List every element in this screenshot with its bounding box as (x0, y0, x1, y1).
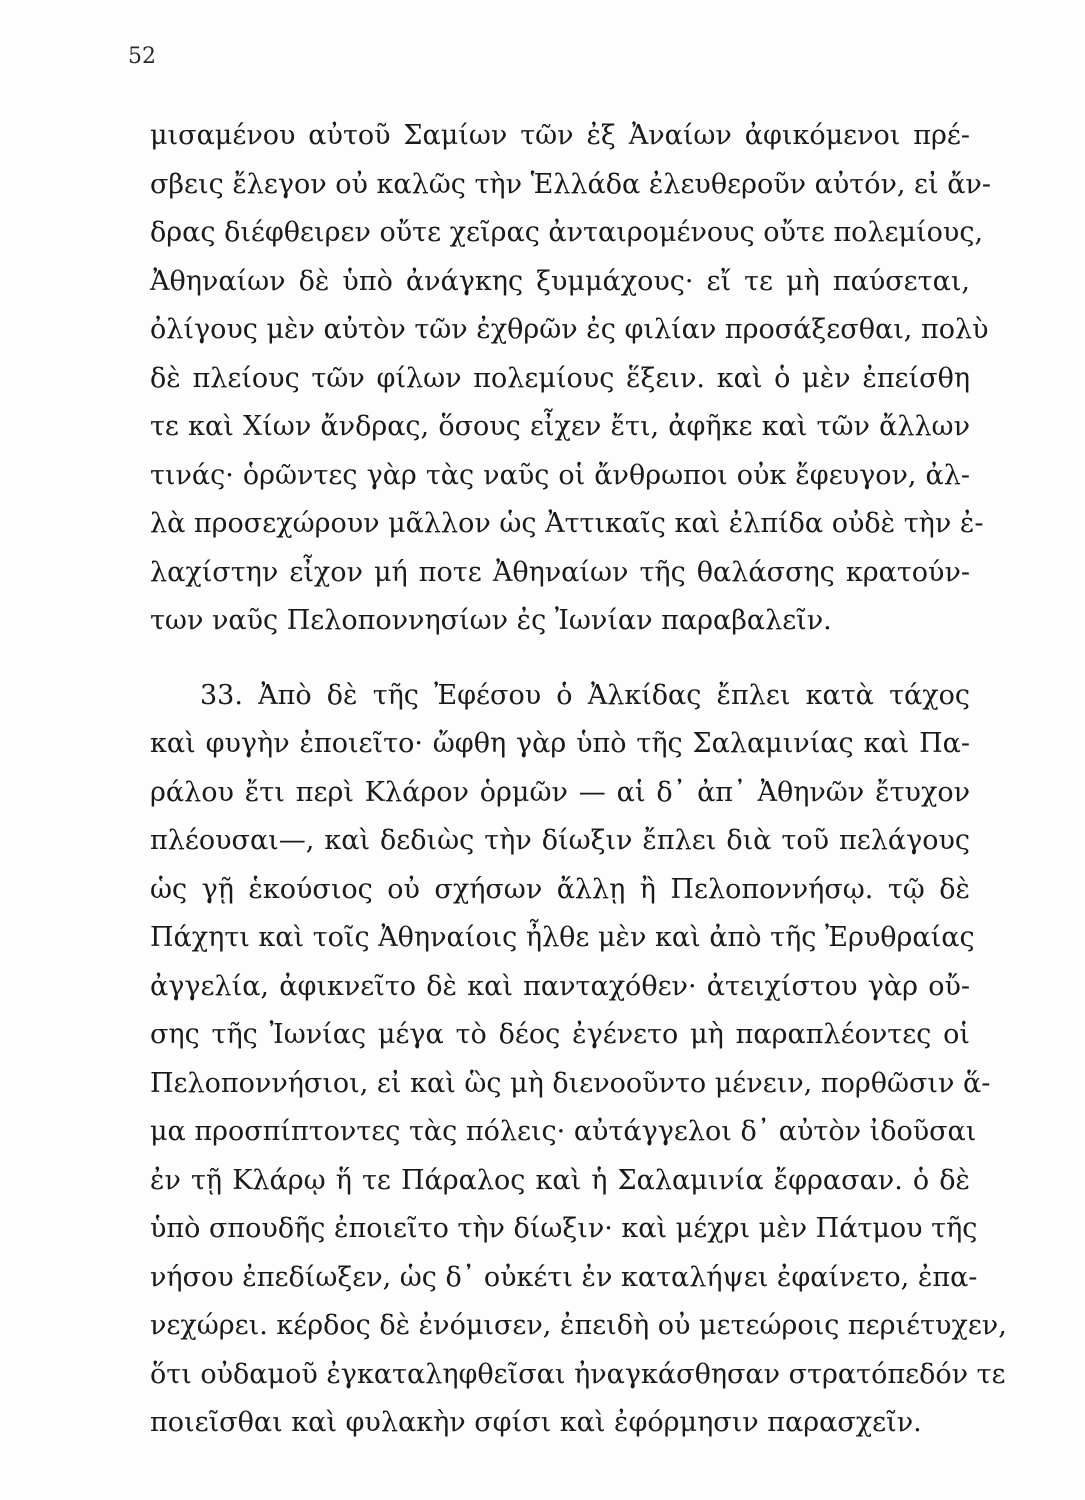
text-line: τινάς· ὁρῶντες γὰρ τὰς ναῦς οἱ ἄνθρωποι οὐκ ἔφευγον, ἀλ- (150, 459, 970, 491)
paragraph-1 (150, 112, 991, 646)
text-line: των ναῦς Πελοποννησίων ἐς Ἰωνίαν παραβαλεῖν. (150, 605, 832, 636)
text-line: σης τῆς Ἰωνίας μέγα τὸ δέος ἐγένετο μὴ παραπλέοντες οἱ (150, 1019, 970, 1050)
text-line: ὑπὸ σπουδῆς ἐποιεῖτο τὴν δίωξιν· καὶ μέχρι μὲν Πάτμου τῆς (150, 1213, 978, 1244)
text-line: ἀγγελία, ἀφικνεῖτο δὲ καὶ πανταχόθεν· ἀτειχίστου γὰρ οὔ- (150, 970, 970, 1002)
text-line: καὶ φυγὴν ἐποιεῖτο· ὤφθη γὰρ ὑπὸ τῆς Σαλαμινίας καὶ Πα- (150, 728, 970, 759)
text-line: ὡς γῇ ἑκούσιος οὐ σχήσων ἄλλῃ ἢ Πελοποννήσῳ. τῷ δὲ (150, 873, 970, 905)
text-body (150, 112, 1007, 1448)
first-line-text: Ἀπὸ δὲ τῆς Ἐφέσου ὁ Ἀλκίδας ἔπλει κατὰ τάχος (258, 679, 970, 711)
text-line: λὰ προσεχώρουν μᾶλλον ὡς Ἀττικαῖς καὶ ἐλπίδα οὐδὲ τὴν ἐ- (150, 508, 984, 539)
text-line: νεχώρει. κέρδος δὲ ἐνόμισεν, ἐπειδὴ οὐ μετεώροις περιέτυχεν, (150, 1310, 1007, 1341)
text-line: Πάχητι καὶ τοῖς Ἀθηναίοις ἦλθε μὲν καὶ ἀπὸ τῆς Ἐρυθραίας (150, 922, 975, 953)
text-line: δὲ πλείους τῶν φίλων πολεμίους ἕξειν. καὶ ὁ μὲν ἐπείσθη (150, 362, 970, 394)
text-line: τε καὶ Χίων ἄνδρας, ὅσους εἶχεν ἔτι, ἀφῆκε καὶ τῶν ἄλλων (150, 411, 970, 442)
text-line: μα προσπίπτοντες τὰς πόλεις· αὐτάγγελοι δ᾽ αὐτὸν ἰδοῦσαι (150, 1116, 977, 1147)
text-line: ἐν τῇ Κλάρῳ ἥ τε Πάραλος καὶ ἡ Σαλαμινία ἔφρασαν. ὁ δὲ (150, 1164, 970, 1196)
text-line: ὅτι οὐδαμοῦ ἐγκαταληφθεῖσαι ἠναγκάσθησαν στρατόπεδόν τε (150, 1358, 1006, 1390)
text-line: ὀλίγους μὲν αὐτὸν τῶν ἐχθρῶν ἐς φιλίαν προσάξεσθαι, πολὺ (150, 314, 989, 345)
paragraph-gap (150, 646, 970, 672)
text-line: Ἀθηναίων δὲ ὑπὸ ἀνάγκης ξυμμάχους· εἴ τε μὴ παύσεται, (150, 265, 970, 297)
section-number: 33. (200, 679, 243, 711)
text-line: νήσου ἐπεδίωξεν, ὡς δ᾽ οὐκέτι ἐν καταλήψει ἐφαίνετο, ἐπα- (150, 1261, 978, 1293)
text-line: ποιεῖσθαι καὶ φυλακὴν σφίσι καὶ ἐφόρμησιν παρασχεῖν. (150, 1407, 922, 1438)
paragraph-2 (150, 672, 1007, 1448)
text-line: πλέουσαι—, καὶ δεδιὼς τὴν δίωξιν ἔπλει διὰ τοῦ πελάγους (150, 825, 970, 856)
text-line-first (150, 672, 970, 721)
text-line: δρας διέφθειρεν οὔτε χεῖρας ἀνταιρομένους οὔτε πολεμίους, (150, 217, 984, 248)
text-line: μισαμένου αὐτοῦ Σαμίων τῶν ἐξ Ἀναίων ἀφικόμενοι πρέ- (150, 120, 970, 151)
page-number: 52 (128, 44, 156, 69)
text-line: Πελοποννήσιοι, εἰ καὶ ὣς μὴ διενοοῦντο μένειν, πορθῶσιν ἅ- (150, 1067, 991, 1099)
text-line: σβεις ἔλεγον οὐ καλῶς τὴν Ἑλλάδα ἐλευθεροῦν αὐτόν, εἰ ἄν- (150, 168, 991, 200)
text-line: ράλου ἔτι περὶ Κλάρον ὁρμῶν — αἱ δ᾽ ἀπ᾽ Ἀθηνῶν ἔτυχον (150, 776, 970, 808)
text-line: λαχίστην εἶχον μή ποτε Ἀθηναίων τῆς θαλάσσης κρατούν- (150, 556, 970, 588)
